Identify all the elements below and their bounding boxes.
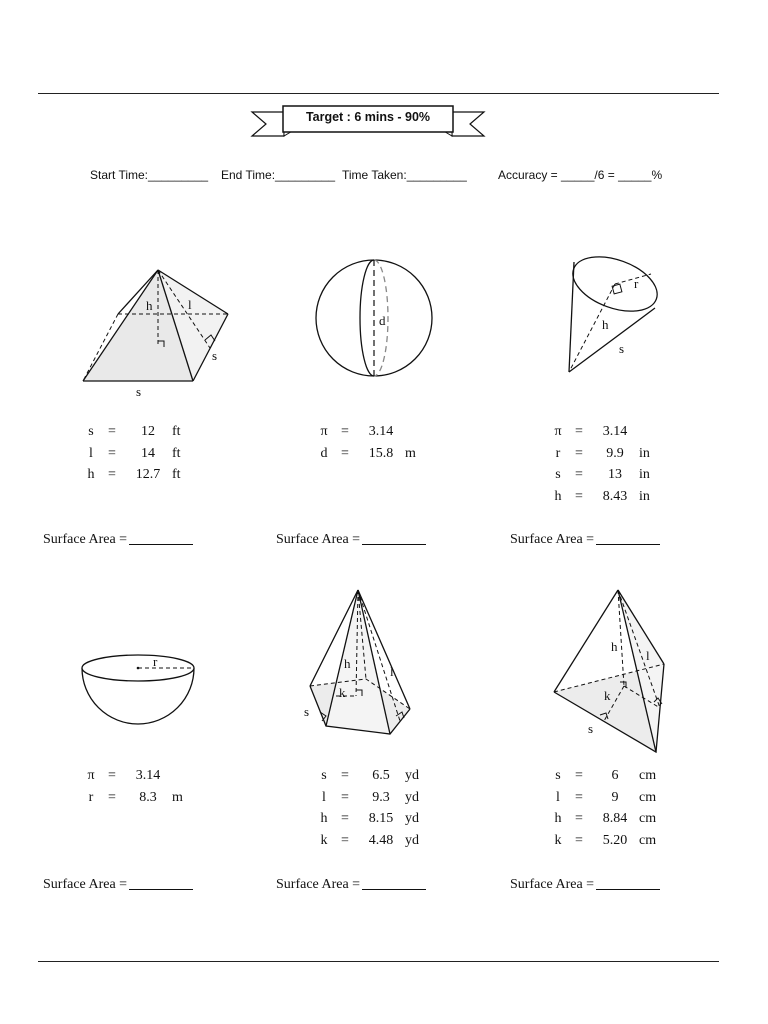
surface-area-answer-5[interactable]: Surface Area = bbox=[276, 876, 426, 893]
value-row: l = 9 cm bbox=[556, 789, 657, 805]
label-s: s bbox=[304, 704, 310, 719]
time-taken-field[interactable]: Time Taken:_________ bbox=[342, 168, 467, 182]
value-row: k = 4.48 yd bbox=[320, 832, 419, 848]
answer-blank[interactable] bbox=[129, 531, 193, 545]
value-row: k = 5.20 cm bbox=[554, 832, 657, 848]
label-r: r bbox=[153, 654, 158, 669]
answer-blank[interactable] bbox=[596, 876, 660, 890]
values-problem-1 bbox=[82, 421, 212, 486]
label-s: s bbox=[619, 341, 625, 356]
hemisphere-figure bbox=[78, 648, 198, 728]
label-h: h bbox=[611, 639, 618, 654]
value-row: r = 8.3 m bbox=[88, 789, 183, 805]
value-row: l = 9.3 yd bbox=[322, 789, 419, 805]
value-row: s = 6.5 yd bbox=[321, 768, 419, 783]
label-l: l bbox=[188, 297, 192, 312]
label-k: k bbox=[339, 685, 346, 700]
value-row: d = 15.8 m bbox=[320, 445, 416, 461]
label-k: k bbox=[604, 688, 611, 703]
answer-blank[interactable] bbox=[362, 531, 426, 545]
surface-area-answer-6[interactable]: Surface Area = bbox=[510, 876, 660, 893]
answer-blank[interactable] bbox=[596, 531, 660, 545]
values-problem-3 bbox=[549, 421, 679, 507]
value-row: π = 3.14 bbox=[554, 424, 628, 439]
start-time-field[interactable]: Start Time:_________ bbox=[90, 168, 209, 182]
values-problem-5 bbox=[315, 765, 445, 851]
label-l: l bbox=[646, 648, 650, 663]
label-h: h bbox=[146, 298, 153, 313]
value-row: r = 9.9 in bbox=[555, 445, 650, 461]
label-r: r bbox=[634, 276, 639, 291]
label-s: s bbox=[588, 721, 594, 736]
value-row: s = 6 cm bbox=[555, 768, 657, 783]
cone-figure bbox=[562, 250, 666, 378]
label-l: l bbox=[390, 664, 394, 679]
accuracy-field[interactable]: Accuracy = _____/6 = _____% bbox=[498, 168, 663, 182]
value-row: h = 8.84 cm bbox=[554, 811, 657, 826]
sphere-figure bbox=[312, 256, 436, 380]
end-time-field[interactable]: End Time:_________ bbox=[221, 168, 336, 182]
surface-area-answer-4[interactable]: Surface Area = bbox=[43, 876, 193, 893]
value-row: h = 12.7 ft bbox=[87, 467, 181, 482]
answer-blank[interactable] bbox=[129, 876, 193, 890]
label-d: d bbox=[379, 313, 386, 328]
square-pyramid-figure bbox=[78, 262, 238, 402]
pentagonal-pyramid-figure bbox=[298, 584, 428, 740]
value-row: s = 12 ft bbox=[88, 424, 181, 439]
value-row: π = 3.14 bbox=[320, 424, 394, 439]
values-problem-4 bbox=[82, 765, 212, 808]
target-label: Target : 6 mins - 90% bbox=[305, 110, 431, 124]
label-h: h bbox=[344, 656, 351, 671]
top-rule bbox=[38, 93, 719, 94]
value-row: π = 3.14 bbox=[87, 768, 161, 783]
bottom-rule bbox=[38, 961, 719, 962]
value-row: h = 8.43 in bbox=[554, 488, 650, 504]
value-row: s = 13 in bbox=[555, 467, 650, 482]
values-problem-6 bbox=[549, 765, 679, 851]
surface-area-answer-1[interactable]: Surface Area = bbox=[43, 531, 193, 548]
value-row: l = 14 ft bbox=[89, 445, 181, 461]
answer-blank[interactable] bbox=[362, 876, 426, 890]
values-problem-2 bbox=[315, 421, 445, 464]
surface-area-answer-2[interactable]: Surface Area = bbox=[276, 531, 426, 548]
triangular-pyramid-figure bbox=[548, 584, 674, 756]
label-s-side: s bbox=[212, 348, 218, 363]
label-h: h bbox=[602, 317, 609, 332]
value-row: h = 8.15 yd bbox=[320, 811, 419, 826]
surface-area-answer-3[interactable]: Surface Area = bbox=[510, 531, 660, 548]
label-s-base: s bbox=[136, 384, 142, 399]
